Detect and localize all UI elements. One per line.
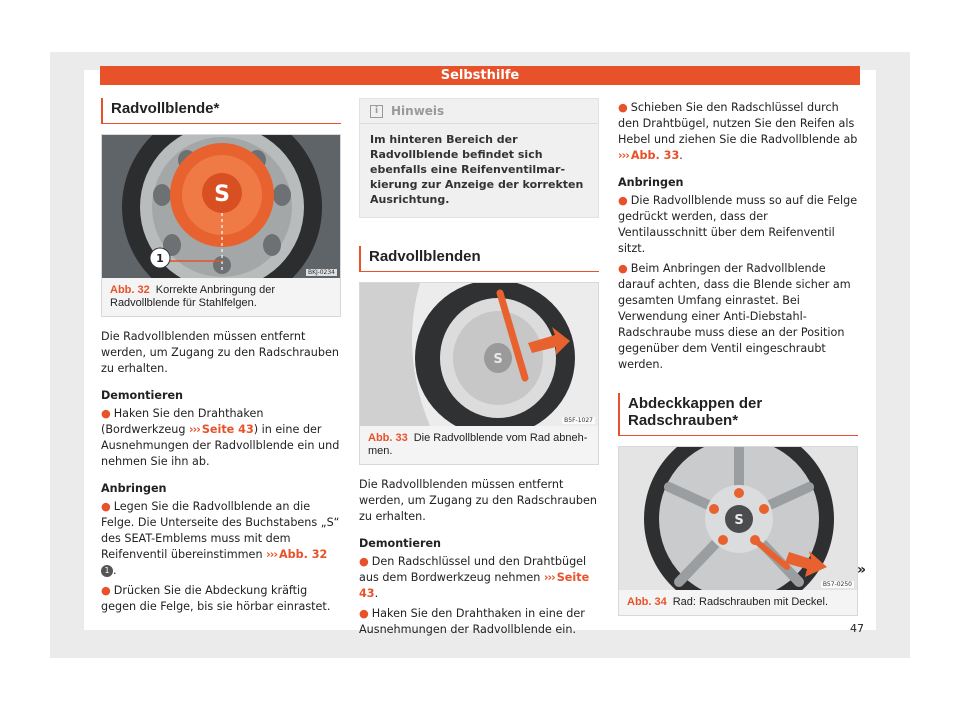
svg-text:S: S: [734, 513, 744, 528]
figure-code: B57-0250: [822, 581, 852, 588]
figure-code: B5F-1027: [564, 417, 593, 424]
section-title-abdeckkappen: Abdeckkappen der Radschrauben*: [618, 393, 858, 436]
note-title: Hinweis: [391, 104, 445, 118]
bullet-dot-icon: ●: [359, 607, 369, 620]
chapter-header: Selbsthilfe: [100, 66, 860, 85]
bullet-text: Beim Anbringen der Radvollblende darauf achten, dass die Blende sicher am gesamten Umfang einrastet. Bei Verwendung einer Anti-Diebstahl-Radschraube muss diese an der Position gegenüber dem Ventil eingeschraubt werden.: [618, 262, 851, 371]
figure-caption: [102, 278, 340, 316]
lug-nut-cover-illustration: [619, 447, 857, 590]
page-reference-link[interactable]: Seite 43: [359, 571, 590, 600]
bullet-text: .: [113, 564, 117, 577]
figure-number: Abb. 33: [368, 432, 408, 444]
note-body: Im hinteren Bereich der Radvollblende befindet sich ebenfalls eine Reifenventilmarkierung zur Anzeige der korrekten Ausrichtung.: [370, 133, 584, 206]
figure-34: [618, 446, 858, 616]
bullet-item: [359, 606, 599, 638]
bullet-text: Die Radvollblende muss so auf die Felge gedrückt werden, dass der Ventilausschnitt über dem Reifenventil sitzt.: [618, 194, 858, 255]
page-reference-link[interactable]: Seite 43: [201, 423, 254, 436]
subheading-anbringen: Anbringen: [101, 482, 167, 495]
subheading-anbringen: Anbringen: [618, 176, 684, 189]
column-1: [101, 98, 341, 615]
bullet-text: Haken Sie den Drahthaken in eine der Ausnehmungen der Radvollblende ein.: [359, 607, 585, 636]
bullet-item: [359, 554, 599, 602]
bullet-text: Schieben Sie den Radschlüssel durch den Drahtbügel, nutzen Sie den Reifen als Hebel und ziehen Sie die Radvollblende ab: [618, 101, 858, 146]
section-title-radvollblende: Radvollblende*: [101, 98, 341, 124]
arrow-icon: ›››: [266, 548, 277, 561]
column-3: [618, 98, 858, 616]
bullet-text: Drücken Sie die Abdeckung kräftig gegen die Felge, bis sie hörbar einrastet.: [101, 584, 331, 613]
svg-text:S: S: [493, 352, 503, 367]
bullet-text: .: [679, 149, 683, 162]
bullet-dot-icon: ●: [359, 555, 369, 568]
figure-33: [359, 282, 599, 465]
figure-32: [101, 134, 341, 317]
column-2: [359, 98, 599, 638]
figure-caption: [360, 426, 598, 464]
bullet-item: [618, 100, 858, 164]
figure-caption: [619, 590, 857, 615]
callout-1: 1: [156, 252, 164, 265]
bullet-dot-icon: ●: [101, 584, 111, 597]
bullet-dot-icon: ●: [618, 194, 628, 207]
caption-text: Korrekte Anbringung der Radvollblende für Stahlfelgen.: [110, 284, 275, 309]
page-number: 47: [850, 622, 864, 635]
bullet-dot-icon: ●: [618, 262, 628, 275]
bullet-dot-icon: ●: [101, 407, 111, 420]
bullet-item: [618, 261, 858, 373]
figure-reference-link[interactable]: Abb. 32: [278, 548, 328, 561]
intro-paragraph: Die Radvollblenden müssen entfernt werden, um Zugang zu den Radschrauben zu erhalten.: [101, 330, 339, 375]
bullet-item: [101, 583, 341, 615]
note-header: [360, 99, 598, 124]
arrow-icon: ›››: [543, 571, 555, 584]
bullet-item: [101, 499, 341, 579]
subheading-demontieren: Demontieren: [101, 389, 184, 402]
bullet-text: Den Radschlüssel und den Drahtbügel aus dem Bordwerkzeug nehmen: [359, 555, 587, 584]
arrow-icon: ›››: [189, 423, 200, 436]
figure-code: BKJ-0234: [307, 269, 335, 276]
bullet-item: [101, 406, 341, 470]
continue-marker: »: [857, 562, 867, 578]
subheading-demontieren: Demontieren: [359, 537, 442, 550]
bullet-text: .: [374, 587, 379, 600]
wheel-removal-svg: [360, 283, 598, 426]
figure-number: Abb. 34: [627, 596, 667, 608]
section-title-radvollblenden: Radvollblenden: [359, 246, 599, 272]
intro-paragraph: Die Radvollblenden müssen entfernt werden, um Zugang zu den Radschrauben zu erhalten.: [359, 478, 597, 523]
bullet-item: [618, 193, 858, 257]
lug-nut-svg: [619, 447, 857, 590]
bullet-dot-icon: ●: [618, 101, 628, 114]
bullet-text: Legen Sie die Radvollblende an die Felge. Die Unterseite des Buchstabens „S“ des SEAT-Emblems muss mit dem Reifenventil übereinstimmen: [101, 500, 340, 561]
wheel-cover-illustration: [102, 135, 340, 278]
note-box: [359, 98, 599, 218]
figure-number: Abb. 32: [110, 284, 150, 296]
caption-text: Rad: Radschrauben mit Deckel.: [672, 596, 829, 608]
callout-number-icon: 1: [101, 565, 113, 577]
wheel-cover-svg: [102, 135, 340, 278]
bullet-text: Haken Sie den Drahthaken (Bordwerkzeug: [101, 407, 264, 436]
figure-reference-link[interactable]: Abb. 33: [630, 149, 680, 162]
caption-text: Die Radvollblende vom Rad abnehmen.: [368, 432, 588, 457]
bullet-text: ) in eine der Ausnehmungen der Radvollblende ein und nehmen Sie ihn ab.: [101, 423, 340, 468]
bullet-dot-icon: ●: [101, 500, 111, 513]
svg-text:S: S: [214, 182, 230, 207]
arrow-icon: ›››: [618, 149, 629, 162]
info-icon: i: [370, 105, 383, 118]
wheel-removal-illustration: [360, 283, 598, 426]
